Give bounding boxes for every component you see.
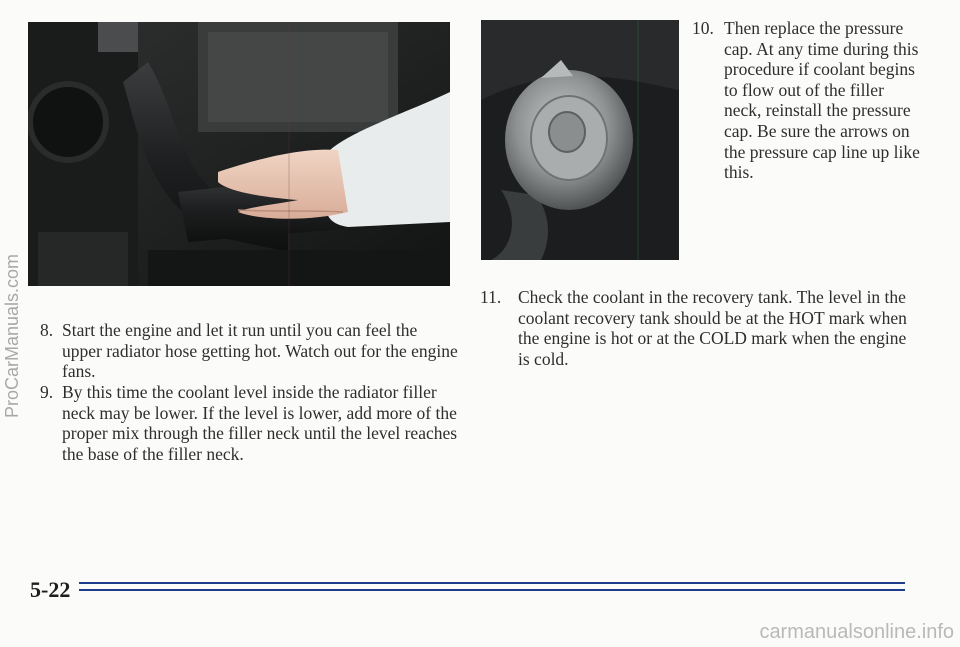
page-number: 5-22 [30, 577, 71, 602]
footer-rule-top [79, 582, 905, 584]
step-number: 8. [40, 320, 54, 340]
step-11 [480, 287, 920, 369]
step-text: By this time the coolant level inside the radiator filler neck may be lower. If the level is lower, add more of the proper mix through the filler neck until the level reaches the base of the filler neck. [62, 382, 458, 464]
step-text: Start the engine and let it run until you can feel the upper radiator hose getting hot. Watch out for the engine fans. [62, 320, 458, 382]
step-number: 10. [692, 18, 714, 38]
footer-brand: carmanualsonline.info [759, 621, 954, 643]
step-text: Then replace the pressure cap. At any time during this procedure if coolant begins to flow out of the filler neck, reinstall the pressure cap. Be sure the arrows on the pressure cap line up like this. [724, 18, 920, 183]
step-text: Check the coolant in the recovery tank. The level in the coolant recovery tank should be at the HOT mark when the engine is hot or at the COLD mark when the engine is cold. [518, 287, 907, 369]
step-9 [40, 382, 460, 464]
step-10 [692, 18, 922, 183]
radiator-hose-illustration [28, 22, 450, 286]
step-number: 11. [480, 287, 502, 307]
step-8 [40, 320, 460, 382]
radiator-hose-photo [28, 22, 450, 286]
pressure-cap-photo [481, 20, 679, 260]
footer-rule-bottom [79, 589, 905, 591]
watermark: ProCarManuals.com [2, 253, 22, 418]
pressure-cap-illustration [481, 20, 679, 260]
step-number: 9. [40, 382, 54, 402]
